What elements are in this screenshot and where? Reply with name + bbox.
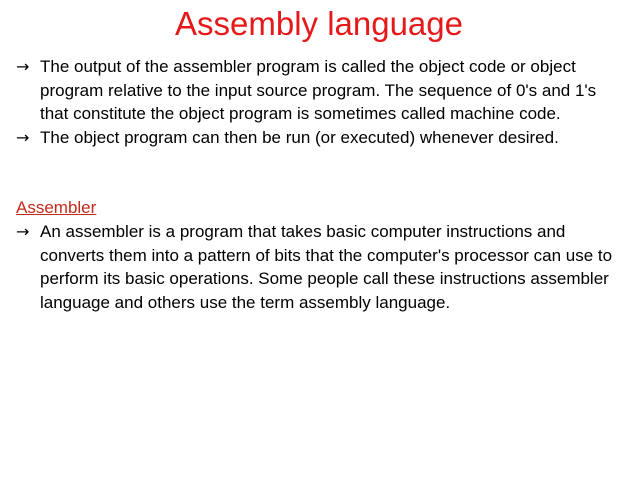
section-heading: Assembler: [16, 198, 97, 217]
intro-bullet-1: [16, 55, 626, 126]
arrow-bullet-icon: →: [16, 127, 30, 147]
arrow-bullet-icon: →: [16, 57, 30, 76]
section-bullet-text: An assembler is a program that takes basic computer instructions and converts them into a pattern of bits that the computer's processor can use to perform its basic operations. Some people call these instructions assembler language and others use the term assembly language.: [40, 222, 613, 312]
intro-bullet-text: The output of the assembler program is called the object code or object program relative to the input source program. The sequence of 0's and 1's that constitute the object program is sometimes called machine code.: [40, 57, 597, 123]
section-bullet-1: [16, 220, 626, 314]
slide-content: [16, 55, 626, 314]
slide-title: Assembly language: [174, 5, 463, 42]
intro-bullet-text: The object program can then be run (or executed) whenever desired.: [40, 127, 559, 147]
spacer: [16, 149, 626, 196]
intro-bullet-2: [16, 126, 626, 150]
arrow-bullet-icon: →: [16, 222, 30, 241]
